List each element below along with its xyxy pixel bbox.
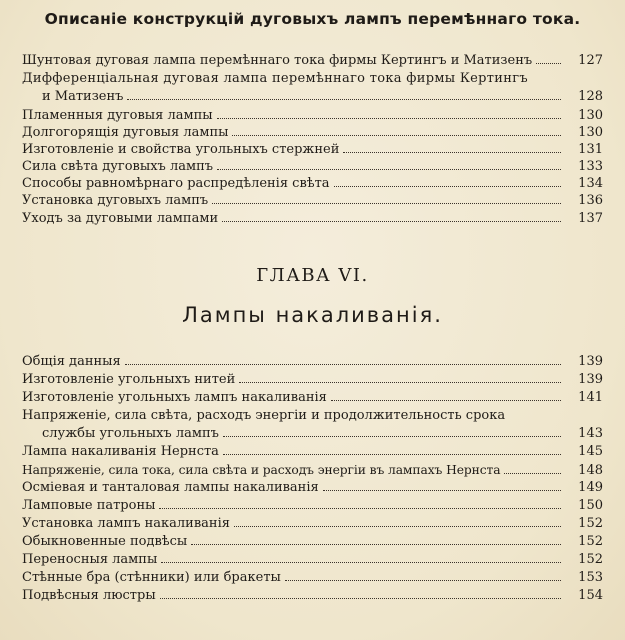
dot-leader xyxy=(536,63,561,64)
entry-page: 148 xyxy=(578,463,603,478)
dot-leader xyxy=(232,135,561,136)
entry-page: 134 xyxy=(578,176,603,191)
entry-text: Общія данныя xyxy=(22,354,121,369)
entry-text-continued: и Матизенъ xyxy=(42,89,124,104)
entry-text: Обыкновенные подвѣсы xyxy=(22,534,188,549)
toc-entry xyxy=(22,175,603,193)
toc-entry xyxy=(22,192,603,210)
entry-text: Изготовленіе угольныхъ лампъ накаливанія xyxy=(22,390,327,405)
dot-leader xyxy=(331,400,561,401)
toc-entry xyxy=(22,210,603,228)
entry-text: Сила свѣта дуговыхъ лампъ xyxy=(22,159,214,174)
entry-page: 131 xyxy=(578,142,603,157)
toc-entry xyxy=(22,107,603,125)
chapter-title: Лампы накаливанія. xyxy=(182,303,443,327)
toc-entry xyxy=(22,533,603,551)
toc-entry xyxy=(22,443,603,461)
entry-page: 143 xyxy=(578,426,603,441)
dot-leader xyxy=(239,382,561,383)
entry-text: Изготовленіе угольныхъ нитей xyxy=(22,372,236,387)
dot-leader xyxy=(285,580,561,581)
dot-leader xyxy=(161,562,561,563)
dot-leader xyxy=(125,364,561,365)
dot-leader xyxy=(212,203,561,204)
entry-text: Ламповые патроны xyxy=(22,498,156,513)
entry-text: Уходъ за дуговыми лампами xyxy=(22,211,219,226)
toc-entry xyxy=(22,569,603,587)
entry-text: Напряженіе, сила тока, сила свѣта и расходъ энергіи въ лампахъ Нернста xyxy=(22,463,501,477)
dot-leader xyxy=(234,526,561,527)
entry-text: Осміевая и танталовая лампы накаливанія xyxy=(22,480,319,495)
entry-text: Напряженіе, сила свѣта, расходъ энергіи и продолжительность срока xyxy=(22,408,506,423)
dot-leader xyxy=(504,473,561,474)
entry-page: 136 xyxy=(578,193,603,208)
entry-text: Пламенныя дуговыя лампы xyxy=(22,108,213,123)
entry-page: 141 xyxy=(578,390,603,405)
toc-entry xyxy=(22,353,603,371)
entry-page: 152 xyxy=(578,516,603,531)
entry-page: 154 xyxy=(578,588,603,603)
entry-text: Установка лампъ накаливанія xyxy=(22,516,230,531)
dot-leader xyxy=(343,152,561,153)
dot-leader xyxy=(334,186,561,187)
entry-page: 130 xyxy=(578,125,603,140)
toc-entry xyxy=(22,389,603,407)
dot-leader xyxy=(223,436,561,437)
entry-page: 139 xyxy=(578,354,603,369)
entry-page: 139 xyxy=(578,372,603,387)
toc-entry xyxy=(22,407,603,443)
entry-page: 127 xyxy=(578,53,603,68)
entry-text: Способы равномѣрнаго распредѣленія свѣта xyxy=(22,176,330,191)
entry-text: Дифференціальная дуговая лампа перемѣннаго тока фирмы Кертингъ xyxy=(22,71,528,86)
dot-leader xyxy=(159,508,561,509)
toc-entry xyxy=(22,141,603,159)
entry-text: Установка дуговыхъ лампъ xyxy=(22,193,209,208)
toc-entry xyxy=(22,52,603,70)
section-title: Описаніе конструкцій дуговыхъ лампъ перемѣннаго тока. xyxy=(44,10,581,28)
dot-leader xyxy=(191,544,561,545)
toc-entry xyxy=(22,497,603,515)
entry-page: 149 xyxy=(578,480,603,495)
entry-page: 150 xyxy=(578,498,603,513)
toc-entry xyxy=(22,371,603,389)
entry-page: 145 xyxy=(578,444,603,459)
dot-leader xyxy=(223,454,561,455)
toc-entry xyxy=(22,587,603,605)
toc-entry xyxy=(22,515,603,533)
dot-leader xyxy=(222,221,561,222)
entry-text: Изготовленіе и свойства угольныхъ стержней xyxy=(22,142,340,157)
entry-text: Шунтовая дуговая лампа перемѣннаго тока фирмы Кертингъ и Матизенъ xyxy=(22,53,533,68)
entry-page: 153 xyxy=(578,570,603,585)
entry-text: Стѣнные бра (стѣнники) или бракеты xyxy=(22,570,281,585)
entry-page: 137 xyxy=(578,211,603,226)
dot-leader xyxy=(160,598,561,599)
dot-leader xyxy=(217,118,561,119)
dot-leader xyxy=(217,169,561,170)
chapter-label: ГЛАВА VI. xyxy=(256,265,369,286)
entry-page: 152 xyxy=(578,534,603,549)
entry-text: Лампа накаливанія Нернста xyxy=(22,444,219,459)
toc-entry xyxy=(22,70,603,106)
entry-text: Переносныя лампы xyxy=(22,552,158,567)
toc-entry xyxy=(22,461,603,480)
entry-page: 152 xyxy=(578,552,603,567)
entry-page: 133 xyxy=(578,159,603,174)
toc-entry xyxy=(22,158,603,176)
toc-entry xyxy=(22,479,603,497)
toc-entry xyxy=(22,551,603,569)
entry-text: Подвѣсныя люстры xyxy=(22,588,156,603)
entry-page: 130 xyxy=(578,108,603,123)
toc-entry xyxy=(22,124,603,142)
dot-leader xyxy=(127,99,561,100)
entry-text: Долгогорящія дуговыя лампы xyxy=(22,125,229,140)
entry-page: 128 xyxy=(578,89,603,104)
entry-text-continued: службы угольныхъ лампъ xyxy=(42,426,219,441)
dot-leader xyxy=(323,490,561,491)
